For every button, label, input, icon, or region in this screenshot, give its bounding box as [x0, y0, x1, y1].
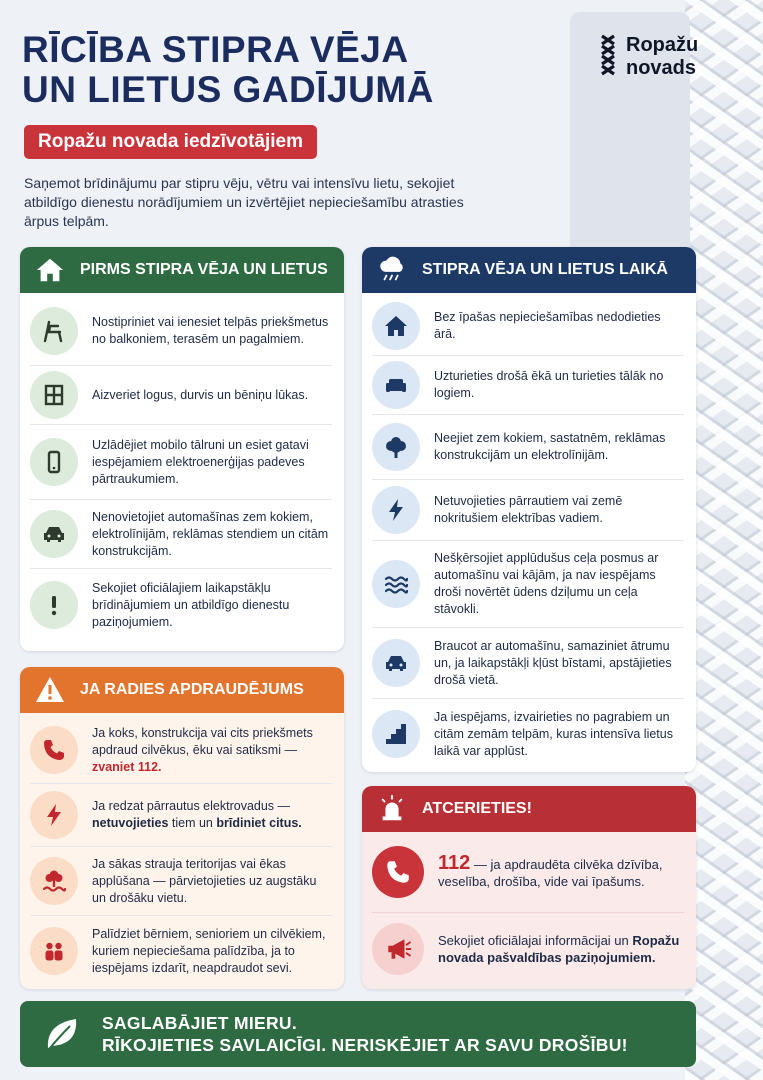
list-item: [372, 541, 684, 628]
logo-line1: Ropažu: [626, 34, 699, 56]
remember-card-title: ATCERIETIES!: [422, 800, 532, 817]
before-item-text: Aizveriet logus, durvis un bēniņu lūkas.: [92, 387, 309, 402]
list-item: [30, 569, 332, 641]
house-icon: [372, 302, 420, 350]
megaphone-icon: [372, 923, 424, 975]
before-item-text: Sekojiet oficiālajiem laikapstākļu brīdinājumiem un atbildīgo dienestu paziņojumiem.: [92, 580, 290, 629]
danger-item-pre: Ja koks, konstrukcija vai cits priekšmets apdraud cilvēkus, ēku vai satiksmi —: [92, 725, 313, 757]
remember-item-text: [438, 932, 684, 966]
list-item: [30, 366, 332, 425]
list-item: [372, 415, 684, 480]
danger-item-text: [92, 798, 332, 832]
footer-banner: [20, 1001, 696, 1067]
warning-triangle-icon: [34, 674, 66, 706]
tree-icon: [372, 423, 420, 471]
danger-item-bold2: brīdiniet citus.: [216, 816, 302, 830]
decorative-braid: [685, 0, 763, 1080]
phone-handset-icon: [30, 726, 78, 774]
remember-item-bold: Ropažu novada pašvaldības paziņojumiem.: [438, 933, 680, 965]
before-item-text: Nostipriniet vai ienesiet telpās priekšmetus no balkoniem, terasēm un pagalmiem.: [92, 315, 329, 346]
during-card: [362, 247, 696, 772]
before-item-text: Uzlādējiet mobilo tālruni un esiet gatavi iespējamiem elektroenerģijas padeves pārtraukumiem.: [92, 437, 309, 486]
phone-handset-icon: [372, 846, 424, 898]
remember-item-desc: — ja apdraudēta cilvēka dzīvība, veselība, drošība, vide vai īpašums.: [438, 856, 663, 889]
during-item-text: Bez īpašas nepieciešamības nedodieties ārā.: [434, 310, 661, 341]
danger-item-bold: zvaniet 112.: [92, 759, 162, 774]
list-item: [372, 913, 684, 985]
danger-item-bold: netuvojieties: [92, 816, 169, 830]
water-waves-icon: [372, 560, 420, 608]
remember-item-text: [438, 851, 684, 890]
logo-mark-icon: [600, 34, 616, 78]
remember-item-pre: Sekojiet oficiālajai informācijai un: [438, 933, 633, 948]
danger-item-text: [92, 725, 332, 776]
during-card-title: STIPRA VĒJA UN LIETUS LAIKĀ: [422, 261, 668, 278]
list-item: [30, 847, 332, 916]
list-item: [372, 297, 684, 356]
danger-item-post: tiem un: [168, 816, 217, 830]
exclamation-icon: [30, 581, 78, 629]
footer-line1: SAGLABĀJIET MIERU.: [102, 1013, 297, 1033]
danger-item-pre: Ja redzat pārrautus elektrovadus —: [92, 799, 291, 813]
during-item-text: Nešķērsojiet applūdušus ceļa posmus ar automašīnu vai kājām, ja nav iespējams droši novērtēt ūdens dziļumu un ceļa stāvokli.: [434, 551, 659, 616]
car-icon: [372, 639, 420, 687]
before-card-header: [20, 247, 344, 293]
before-item-text: Nenovietojiet automašīnas zem kokiem, elektrolīnijām, reklāmas stendiem un citām konstrukcijām.: [92, 509, 329, 558]
intro-text: Saņemot brīdinājumu par stipru vēju, vētru vai intensīvu lietu, sekojiet atbildīgo dienestu norādījumiem un izvērtējiet nepieciešamību atrasties ārpus telpām.: [24, 175, 464, 229]
list-item: [30, 500, 332, 569]
before-card: [20, 247, 344, 651]
during-item-text: Netuvojieties pārrautiem vai zemē nokritušiem elektrības vadiem.: [434, 494, 623, 525]
rain-cloud-icon: [376, 254, 408, 286]
chair-icon: [30, 307, 78, 355]
list-item: [30, 717, 332, 784]
logo: [600, 34, 698, 80]
title-line1: RĪCĪBA STIPRA VĒJA: [22, 29, 409, 70]
stairs-icon: [372, 710, 420, 758]
list-item: [30, 297, 332, 366]
people-icon: [30, 927, 78, 975]
danger-item-text: Ja sākas strauja teritorijas vai ēkas applūšana — pārvietojieties uz augstāku un drošāku vietu.: [92, 856, 317, 905]
title-line2: UN LIETUS GADĪJUMĀ: [22, 69, 434, 110]
danger-card-header: [20, 667, 344, 713]
siren-icon: [376, 793, 408, 825]
during-item-text: Braucot ar automašīnu, samaziniet ātrumu un, ja laikapstākļi kļūst bīstami, apstājieties drošā vietā.: [434, 638, 672, 687]
house-icon: [34, 254, 66, 286]
list-item: [372, 480, 684, 541]
before-card-title: PIRMS STIPRA VĒJA UN LIETUS: [80, 261, 328, 278]
car-icon: [30, 510, 78, 558]
leaf-icon: [42, 1014, 82, 1054]
during-item-text: Ja iespējams, izvairieties no pagrabiem un citām zemām telpām, kuras intensīva lietus laikā var applūst.: [434, 709, 673, 758]
list-item: [30, 425, 332, 500]
lightning-icon: [372, 486, 420, 534]
footer-line2: RĪKOJIETIES SAVLAICĪGI. NERISKĒJIET AR SAVU DROŠĪBU!: [102, 1035, 628, 1055]
list-item: [30, 784, 332, 847]
during-item-text: Neejiet zem kokiem, sastatnēm, reklāmas konstrukcijām un elektrolīnijām.: [434, 431, 666, 462]
list-item: [372, 628, 684, 699]
sofa-icon: [372, 361, 420, 409]
during-card-header: [362, 247, 696, 293]
emergency-number: 112: [438, 851, 471, 874]
list-item: [372, 699, 684, 769]
during-item-text: Uzturieties drošā ēkā un turieties tālāk no logiem.: [434, 369, 664, 400]
danger-card: [20, 667, 344, 989]
list-item: [372, 832, 684, 913]
lightning-icon: [30, 791, 78, 839]
subtitle-badge: Ropažu novada iedzīvotājiem: [24, 125, 317, 159]
window-icon: [30, 371, 78, 419]
danger-card-title: JA RADIES APDRAUDĒJUMS: [80, 681, 304, 698]
flood-tree-icon: [30, 857, 78, 905]
danger-item-text: Palīdziet bērniem, senioriem un cilvēkiem, kuriem nepieciešama palīdzība, ja to iespējams izdarīt, neapdraudot sevi.: [92, 926, 326, 975]
list-item: [30, 916, 332, 986]
remember-card-header: [362, 786, 696, 832]
remember-card: [362, 786, 696, 989]
logo-line2: novads: [626, 57, 697, 79]
phone-icon: [30, 438, 78, 486]
list-item: [372, 356, 684, 415]
page-title: [22, 30, 434, 110]
